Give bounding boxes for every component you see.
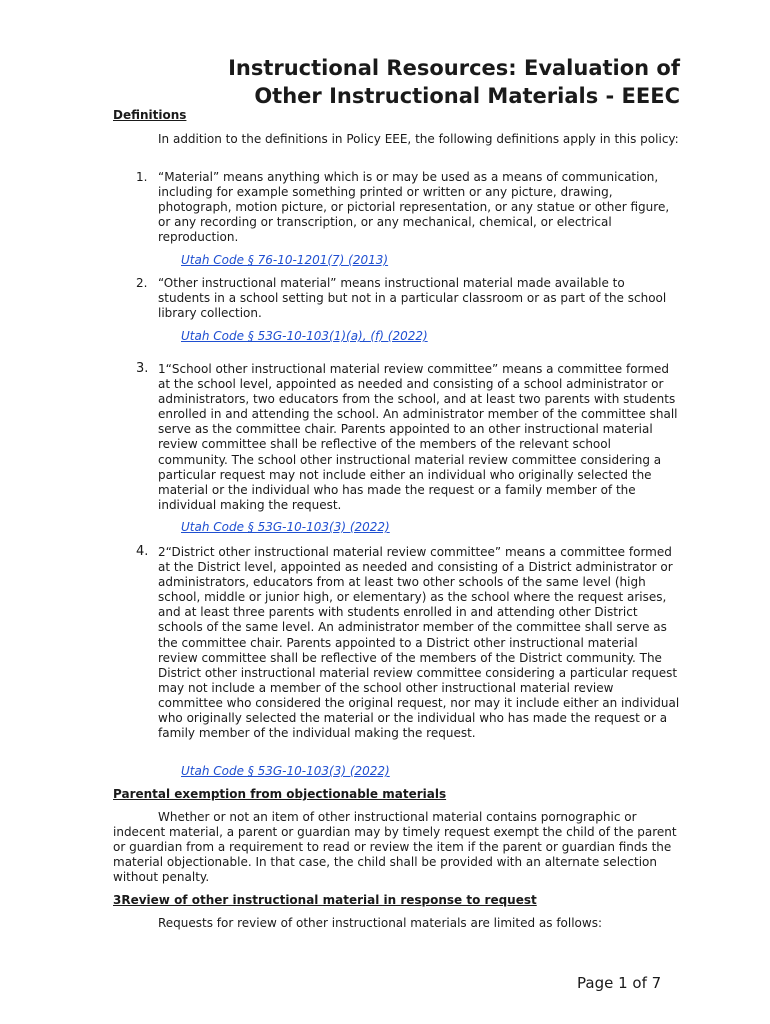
title-line-2: Other Instructional Materials - EEEC [254, 84, 680, 108]
definition-number-4: 4. [136, 544, 149, 559]
definition-number-1: 1. [136, 170, 148, 184]
definition-text-1: “Material” means anything which is or may be used as a means of communication, including for example something printed or written or any picture, drawing, photograph, motion picture, or pictorial representation, or any statue or other figure, or any recording or transcription, or any mechanical, chemical, or electrical reproduction. [158, 170, 670, 245]
page-title [150, 54, 680, 110]
review-heading: 3Review of other instructional material in response to request [113, 893, 537, 907]
review-text: Requests for review of other instructional materials are limited as follows: [158, 916, 602, 930]
definition-number-2: 2. [136, 276, 148, 290]
citation-link-3[interactable]: Utah Code § 53G-10-103(3) (2022) [181, 520, 390, 534]
citation-link-4[interactable]: Utah Code § 53G-10-103(3) (2022) [181, 764, 390, 778]
parental-exemption-text: Whether or not an item of other instructional material contains pornographic or indecent material, a parent or guardian may by timely request exempt the child of the parent or guardian from a requirement to read or review the item if the parent or guardian finds the material objectionable. In that case, the child shall be provided with an alternate selection without penalty. [113, 810, 677, 884]
citation-link-1[interactable]: Utah Code § 76-10-1201(7) (2013) [181, 253, 389, 267]
definition-text-4: 2“District other instructional material review committee” means a committee formed at the District level, appointed as needed and consisting of a District administrator or administrators, educators from at least two other schools of the same level (high school, middle or junior high, or elementary) as the school where the request arises, and at least three parents with students enrolled in and attending other District schools of the same level. An administrator member of the committee shall serve as the committee chair. Parents appointed to a District other instructional material review committee shall be reflective of the members of the District community. The District other instructional material review committee considering a particular request may not include a member of the school other instructional material review committee who considered the original request, nor may it include either an individual who originally selected the material or the individual who has made the request or a family member of the individual making the request. [158, 545, 680, 741]
definition-number-3: 3. [136, 361, 149, 376]
title-line-1: Instructional Resources: Evaluation of [228, 56, 680, 80]
definitions-heading: Definitions [113, 108, 187, 122]
citation-link-2[interactable]: Utah Code § 53G-10-103(1)(a), (f) (2022) [181, 329, 428, 343]
definitions-intro: In addition to the definitions in Policy EEE, the following definitions apply in this policy: [158, 132, 679, 146]
definition-text-2: “Other instructional material” means instructional material made available to students in a school setting but not in a particular classroom or as part of the school library collection. [158, 276, 667, 321]
definition-text-3: 1“School other instructional material review committee” means a committee formed at the school level, appointed as needed and consisting of a school administrator or administrators, two educators from the school, and at least two parents with students enrolled in and attending the school. An administrator member of the committee shall serve as the committee chair. Parents appointed to an other instructional material review committee shall be reflective of the members of the relevant school community. The school other instructional material review committee considering a particular request may not include either an individual who originally selected the material or the individual who has made the request or a family member of the individual making the request. [158, 362, 678, 512]
page-number-footer: Page 1 of 7 [577, 974, 662, 992]
parental-exemption-heading: Parental exemption from objectionable materials [113, 787, 447, 801]
